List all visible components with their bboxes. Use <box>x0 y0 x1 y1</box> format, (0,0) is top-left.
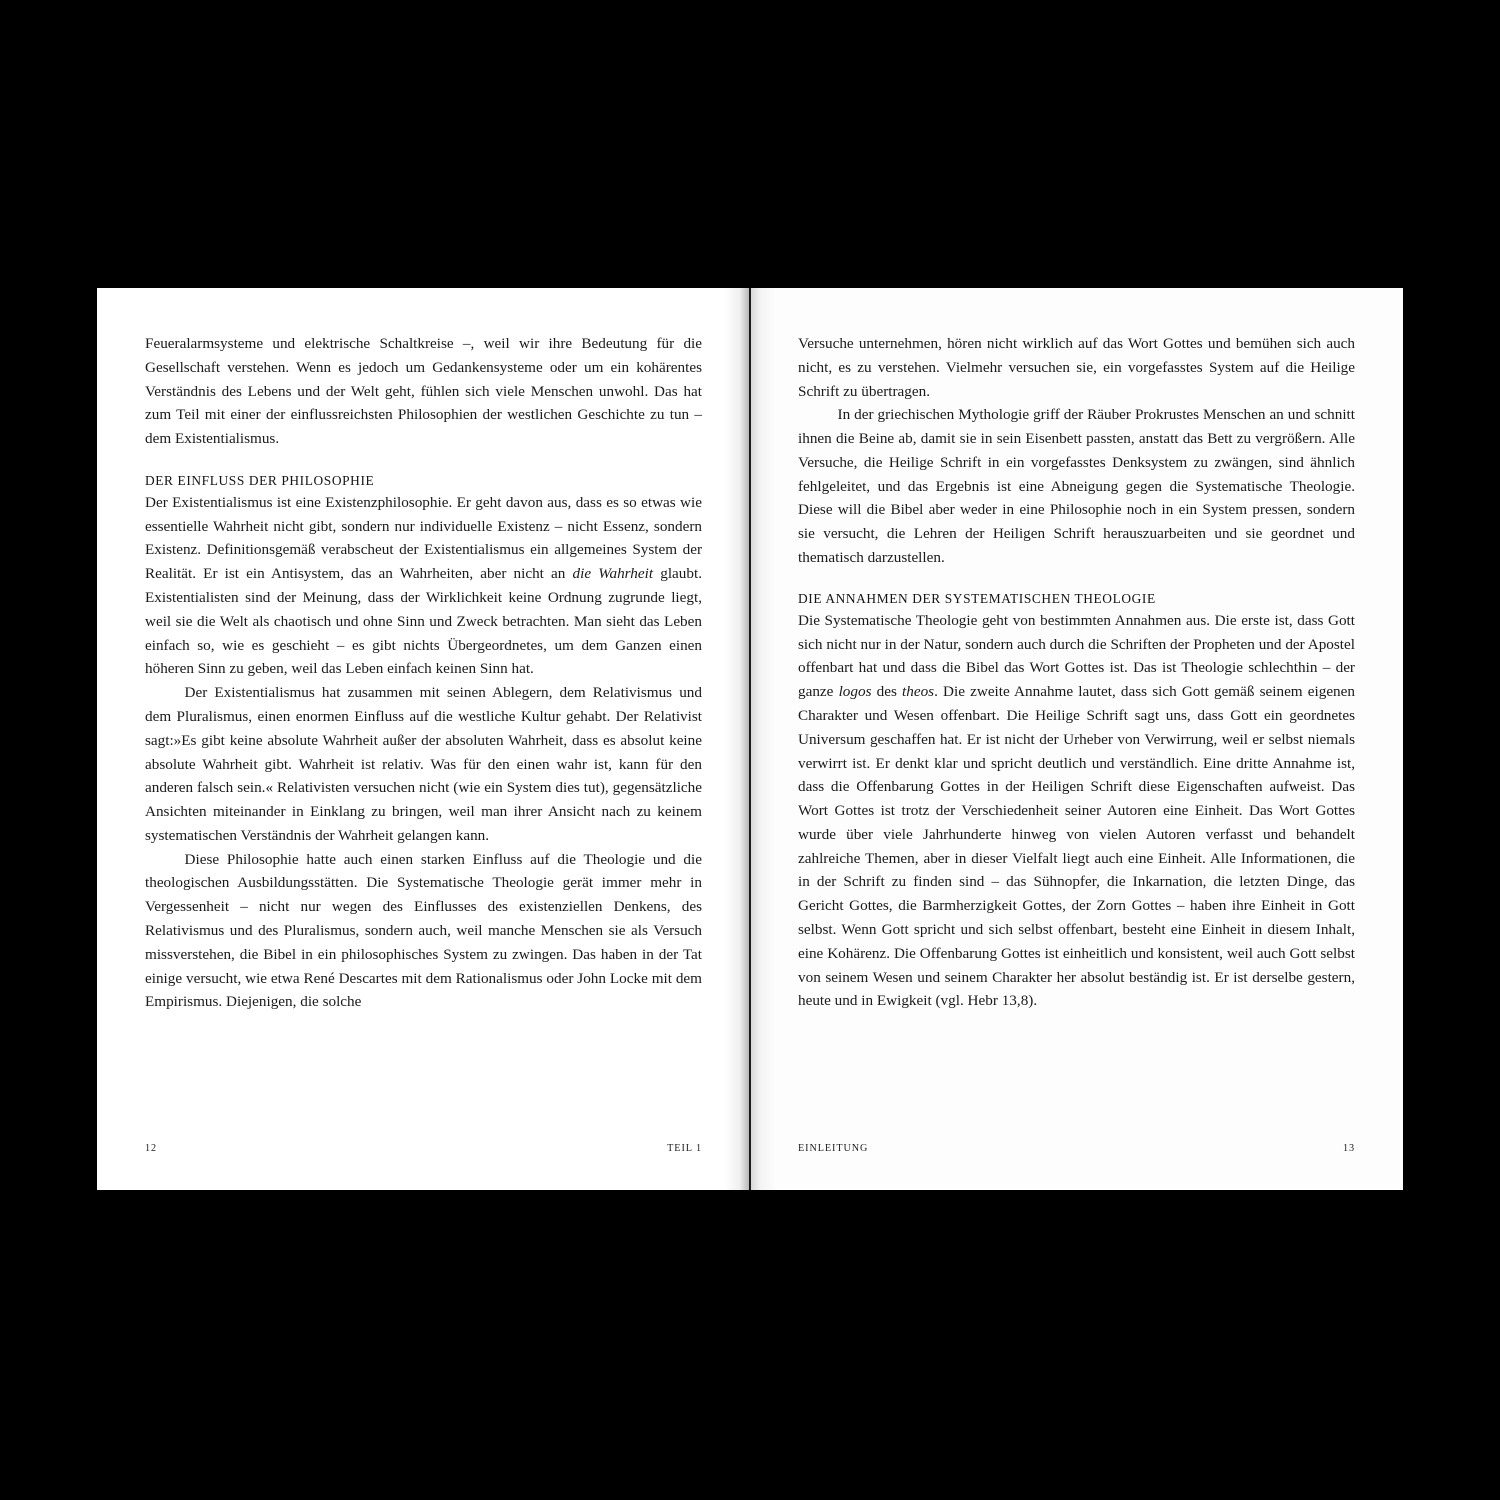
book-spread <box>97 288 1403 1190</box>
right-page <box>750 288 1403 1190</box>
left-paragraph-2-pre: Der Existentialismus ist eine Existenzphilosophie. Er geht davon aus, dass es so etwas wie essentielle Wahrheit nicht gibt, sondern nur individuelle Existenz – nicht Essenz, sondern Existenz. Definitionsgemäß verabscheut der Existentialismus ein allgemeines System der Realität. Er ist ein Antisystem, das an Wahrheiten, aber nicht an <box>145 493 702 583</box>
left-paragraph-2-italic: die Wahrheit <box>572 565 654 583</box>
right-paragraph-3 <box>798 609 1355 1013</box>
right-gutter-shadow <box>750 288 776 1190</box>
left-paragraph-2-post: glaubt. Existentialisten sind der Meinung, dass der Wirklichkeit keine Ordnung zugrunde liegt, weil sie die Welt als chaotisch und ohne Sinn und Zweck betrachten. Man sieht das Leben einfach so, wie es geschieht – es gibt nichts Übergeordnetes, um dem Ganzen einen höheren Sinn zu geben, weil das Leben einfach keinen Sinn hat. <box>145 565 702 678</box>
left-gutter-shadow <box>724 288 750 1190</box>
right-paragraph-3-part1: Die Systematische Theologie geht von bestimmten Annahmen aus. Die erste ist, dass Gott sich nicht nur in der Natur, sondern auch durch die Schriften der Propheten und der Apostel offenbart hat und dass die Bibel das Wort Gottes ist. Das ist Theologie schlechthin – der ganze <box>798 611 1355 701</box>
right-paragraph-3-italic-theos: theos <box>902 683 935 701</box>
right-paragraph-3-part2: des <box>871 683 903 701</box>
right-page-text-column <box>798 332 1355 1013</box>
right-section-heading: DIE ANNAHMEN DER SYSTEMATISCHEN THEOLOGIE <box>798 590 1156 606</box>
left-paragraph-4: Diese Philosophie hatte auch einen starken Einfluss auf die Theologie und die theologischen Ausbildungsstätten. Die Systematische Theologie gerät immer mehr in Vergessenheit – nicht nur wegen des Einflusses des existenziellen Denkens, des Relativismus und des Pluralismus, sondern auch, weil manche Menschen sie als Versuch missverstehen, die Bibel in ein philosophisches System zu zwingen. Das haben in der Tat einige versucht, wie etwa René Descartes mit dem Rationalismus oder John Locke mit dem Empirismus. Diejenigen, die solche <box>145 850 702 1011</box>
right-paragraph-1: Versuche unternehmen, hören nicht wirklich auf das Wort Gottes und bemühen sich auch nicht, es zu verstehen. Vielmehr versuchen sie, ein vorgefasstes System auf die Heilige Schrift zu übertragen. <box>798 335 1355 400</box>
left-section-heading: DER EINFLUSS DER PHILOSOPHIE <box>145 472 375 488</box>
left-paragraph-1: Feueralarmsysteme und elektrische Schaltkreise –, weil wir ihre Bedeutung für die Gesellschaft verstehen. Wenn es jedoch um Gedankensysteme oder um ein kohärentes Verständnis des Lebens und der Welt geht, fühlen sich viele Menschen unwohl. Das hat zum Teil mit einer der einflussreichsten Philosophien der westlichen Geschichte zu tun – dem Existentialismus. <box>145 335 702 448</box>
left-page <box>97 288 750 1190</box>
right-page-folio: 13 <box>1342 1143 1355 1154</box>
left-page-folio: 12 <box>145 1143 158 1154</box>
right-page-runner <box>798 1143 1355 1154</box>
right-paragraph-3-italic-logos: logos <box>838 683 872 701</box>
right-paragraph-3-part3: . Die zweite Annahme lautet, dass sich Gott gemäß seinem eigenen Charakter und Wesen offenbart. Die Heilige Schrift sagt uns, dass Gott ein geordnetes Universum geschaffen hat. Er ist nicht der Urheber von Verwirrung, weil er selbst niemals verwirrt ist. Er denkt klar und spricht deutlich und verständlich. Eine dritte Annahme ist, dass die Offenbarung Gottes in der Heiligen Schrift diese Eigenschaften aufweist. Das Wort Gottes ist trotz der Verschiedenheit seiner Autoren eine Einheit. Das Wort Gottes wurde über viele Jahrhunderte hinweg von vielen Autoren verfasst und behandelt zahlreiche Themen, aber in dieser Vielfalt liegt auch eine Einheit. Alle Informationen, die in der Schrift zu finden sind – das Sühnopfer, die Inkarnation, die letzten Dinge, das Gericht Gottes, die Barmherzigkeit Gottes, der Zorn Gottes – haben ihre Einheit in Gott selbst. Wenn Gott spricht und sich selbst offenbart, besteht eine Einheit in diesem Inhalt, eine Kohärenz. Die Offenbarung Gottes ist einheitlich und konsistent, weil auch Gott selbst von seinem Wesen und seinem Charakter her absolut beständig ist. Er ist derselbe gestern, heute und in Ewigkeit (vgl. Hebr 13,8). <box>798 683 1355 1010</box>
right-page-running-head: EINLEITUNG <box>798 1143 869 1154</box>
left-paragraph-2 <box>145 491 702 681</box>
left-page-running-head: TEIL 1 <box>667 1143 702 1154</box>
left-page-runner <box>145 1143 702 1154</box>
right-paragraph-2: In der griechischen Mythologie griff der Räuber Prokrustes Menschen an und schnitt ihnen die Beine ab, damit sie in sein Eisenbett passten, anstatt das Bett zu vergrößern. Alle Versuche, die Heilige Schrift in ein vorgefasstes Denksystem zu zwängen, sind ähnlich fehlgeleitet, und das Ergebnis ist eine Abneigung gegen die Systematische Theologie. Diese will die Bibel aber weder in eine Philosophie noch in ein System pressen, sondern sie versucht, die Lehren der Heiligen Schrift herauszuarbeiten und sie geordnet und thematisch darzustellen. <box>798 406 1355 567</box>
left-paragraph-3: Der Existentialismus hat zusammen mit seinen Ablegern, dem Relativismus und dem Pluralismus, einen enormen Einfluss auf die westliche Kultur gehabt. Der Relativist sagt:»Es gibt keine absolute Wahrheit außer der absoluten Wahrheit, dass es absolut keine absolute Wahrheit gibt. Wahrheit ist relativ. Was für den einen wahr ist, kann für den anderen falsch sein.« Relativisten versuchen nicht (wie ein System dies tut), gegensätzliche Ansichten miteinander in Einklang zu bringen, weil man ihrer Ansicht nach zu keinem systematischen Verständnis der Wahrheit gelangen kann. <box>145 684 702 844</box>
left-page-text-column <box>145 332 702 1014</box>
